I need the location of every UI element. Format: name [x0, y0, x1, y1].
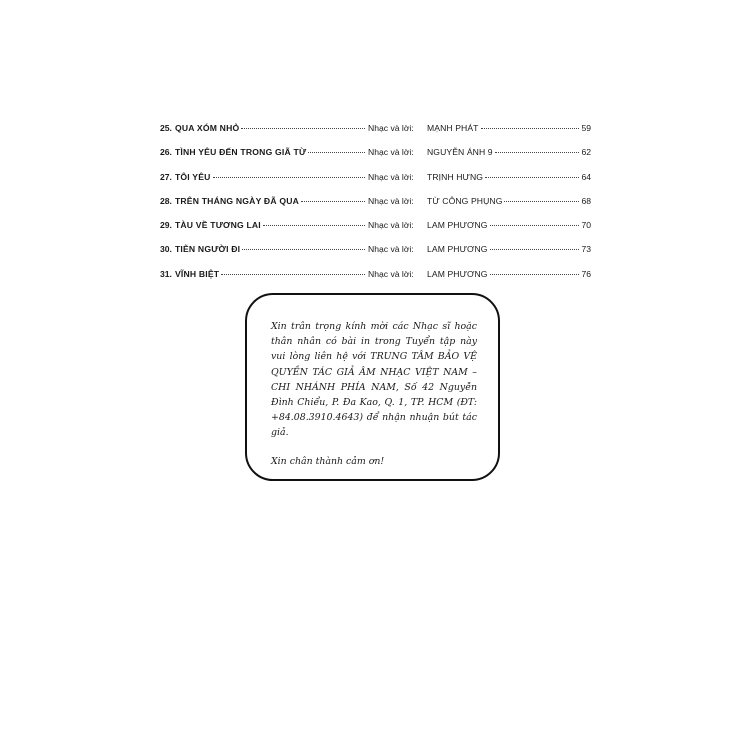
credit-label: Nhạc và lời:	[368, 123, 414, 133]
song-author: NGUYỄN ÁNH 9	[427, 147, 493, 158]
song-title: TRÊN THÁNG NGÀY ĐÃ QUA	[174, 195, 300, 206]
dot-leader	[490, 225, 580, 226]
page-number: 70	[581, 220, 591, 231]
page-number: 64	[581, 171, 591, 182]
song-title: TÀU VỀ TƯƠNG LAI	[174, 220, 261, 231]
dot-leader	[490, 249, 580, 250]
song-author: LAM PHƯƠNG	[427, 244, 488, 255]
credit-label: Nhạc và lời:	[368, 268, 414, 279]
dot-leader	[241, 128, 365, 129]
song-number: 27.	[160, 171, 172, 182]
dot-leader	[504, 201, 579, 202]
page-number: 76	[581, 268, 591, 279]
credit-label: Nhạc và lời:	[368, 244, 414, 255]
song-number: 25.	[160, 123, 172, 133]
song-title: VĨNH BIỆT	[174, 268, 220, 279]
song-title: QUA XÓM NHỎ	[174, 123, 240, 133]
credit-label: Nhạc và lời:	[368, 171, 414, 182]
toc-row	[160, 241, 592, 265]
dot-leader	[485, 177, 579, 178]
dot-leader	[301, 201, 365, 202]
song-title: TIỄN NGƯỜI ĐI	[174, 244, 241, 255]
page-number: 73	[581, 244, 591, 255]
credit-label: Nhạc và lời:	[368, 220, 414, 231]
table-of-contents	[160, 120, 592, 290]
page-number: 62	[581, 147, 591, 158]
song-number: 31.	[160, 268, 172, 279]
song-title: TÌNH YÊU ĐẾN TRONG GIÃ TỪ	[174, 147, 307, 158]
song-author: TRỊNH HƯNG	[427, 171, 484, 182]
toc-row	[160, 217, 592, 241]
song-number: 29.	[160, 220, 172, 231]
dot-leader	[263, 225, 365, 226]
dot-leader	[495, 152, 580, 153]
song-author: LAM PHƯƠNG	[427, 268, 488, 279]
song-number: 28.	[160, 195, 172, 206]
song-title: TÔI YÊU	[174, 171, 211, 182]
credit-label: Nhạc và lời:	[368, 195, 414, 206]
toc-row	[160, 120, 592, 144]
dot-leader	[308, 152, 365, 153]
page-number: 68	[581, 195, 591, 206]
copyright-notice-box	[245, 293, 500, 481]
song-author: LAM PHƯƠNG	[427, 220, 488, 231]
song-author: MẠNH PHÁT	[427, 123, 479, 133]
toc-row	[160, 193, 592, 217]
dot-leader	[221, 274, 365, 275]
song-number: 30.	[160, 244, 172, 255]
song-author: TỪ CÔNG PHỤNG	[427, 195, 503, 206]
dot-leader	[481, 128, 580, 129]
dot-leader	[213, 177, 365, 178]
toc-row	[160, 266, 592, 290]
toc-row	[160, 169, 592, 193]
toc-row	[160, 144, 592, 168]
notice-thanks: Xin chân thành cảm ơn!	[271, 455, 385, 467]
notice-body: Xin trân trọng kính mời các Nhạc sĩ hoặc thân nhân có bài in trong Tuyển tập này vui lòng liên hệ với TRUNG TÂM BẢO VỆ QUYỀN TÁC GIẢ ÂM NHẠC VIỆT NAM – CHI NHÁNH PHÍA NAM, Số 42 Nguyễn Đình Chiểu, P. Đa Kao, Q. 1, TP. HCM (ĐT: +84.08.3910.4643) để nhận nhuận bút tác giả.	[271, 321, 477, 439]
song-number: 26.	[160, 147, 172, 158]
credit-label: Nhạc và lời:	[368, 147, 414, 158]
dot-leader	[242, 249, 365, 250]
dot-leader	[490, 274, 580, 275]
page-number: 59	[581, 123, 591, 133]
